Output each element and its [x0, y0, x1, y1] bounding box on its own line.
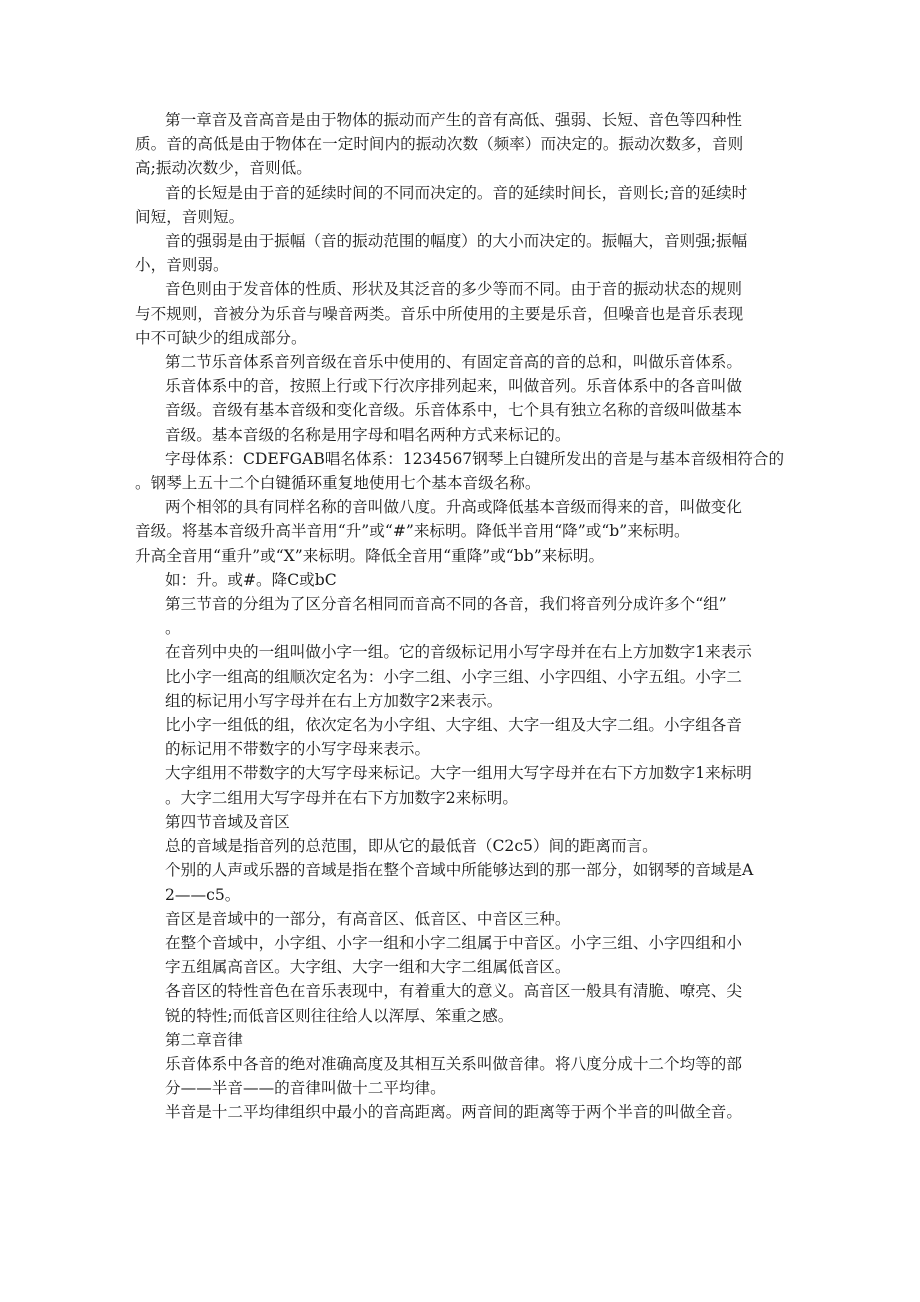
- text-line: 与不规则，音被分为乐音与噪音两类。音乐中所使用的主要是乐音，但噪音也是音乐表现: [135, 304, 744, 323]
- text-line: 在整个音域中，小字组、小字一组和小字二组属于中音区。小字三组、小字四组和小: [165, 933, 742, 952]
- text-line: 第一章音及音高音是由于物体的振动而产生的音有高低、强弱、长短、音色等四种性: [165, 111, 742, 129]
- text-line: 音级。将基本音级升高半音用“升”或“#”来标明。降低半音用“降”或“b”来标明。: [135, 522, 690, 541]
- document-body: [135, 108, 785, 1125]
- text-line: 锐的特性;而低音区则往往给人以浑厚、笨重之感。: [165, 1006, 514, 1025]
- text-line: 乐音体系中的音，按照上行或下行次序排列起来，叫做音列。乐音体系中的各音叫做: [165, 377, 742, 396]
- text-line: 高;振动次数少，音则低。: [135, 159, 312, 178]
- text-line: 音的强弱是由于振幅（音的振动范围的幅度）的大小而决定的。振幅大，音则强;振幅: [165, 232, 748, 251]
- text-line: 中不可缺少的组成部分。: [135, 328, 307, 347]
- text-line: 。大字二组用大写字母并在右下方加数字2来标明。: [165, 788, 518, 807]
- text-line: 质。音的高低是由于物体在一定时间内的振动次数（频率）而决定的。振动次数多，音则: [135, 135, 744, 154]
- text-line: 各音区的特性音色在音乐表现中，有着重大的意义。高音区一般具有清脆、嘹亮、尖: [165, 982, 742, 1001]
- text-line: 音的长短是由于音的延续时间的不同而决定的。音的延续时间长，音则长;音的延续时: [165, 183, 748, 202]
- text-line: 间短，音则短。: [135, 207, 245, 226]
- text-line: 2——c5。: [165, 885, 241, 904]
- text-line: 半音是十二平均律组织中最小的音高距离。两音间的距离等于两个半音的叫做全音。: [165, 1103, 742, 1122]
- text-line: 字母体系：CDEFGAB唱名体系：1234567钢琴上白键所发出的音是与基本音级相符合的: [165, 449, 785, 468]
- text-line: 音区是音域中的一部分，有高音区、低音区、中音区三种。: [165, 909, 571, 928]
- text-line: 在音列中央的一组叫做小字一组。它的音级标记用小写字母并在右上方加数字1来表示: [165, 643, 752, 662]
- text-line: 音色则由于发音体的性质、形状及其泛音的多少等而不同。由于音的振动状态的规则: [165, 280, 742, 299]
- text-line: 两个相邻的具有同样名称的音叫做八度。升高或降低基本音级而得来的音，叫做变化: [165, 498, 742, 517]
- text-line: 个别的人声或乐器的音域是指在整个音域中所能够达到的那一部分，如钢琴的音域是A: [165, 861, 754, 880]
- text-line: 第二章音律: [165, 1030, 243, 1049]
- text-line: 比小字一组低的组，依次定名为小字组、大字组、大字一组及大字二组。小字组各音: [165, 716, 742, 735]
- text-line: 字五组属高音区。大字组、大字一组和大字二组属低音区。: [165, 958, 571, 977]
- text-line: 升高全音用“重升”或“X”来标明。降低全音用“重降”或“bb”来标明。: [135, 546, 605, 565]
- text-line: 第二节乐音体系音列音级在音乐中使用的、有固定音高的音的总和，叫做乐音体系。: [165, 353, 742, 372]
- text-line: 乐音体系中各音的绝对准确高度及其相互关系叫做音律。将八度分成十二个均等的部: [165, 1054, 742, 1073]
- text-line: 。钢琴上五十二个白键循环重复地使用七个基本音级名称。: [135, 474, 541, 493]
- text-line: 如：升。或#。降C或bC: [165, 570, 337, 589]
- text-line: 。: [165, 619, 181, 638]
- text-line: 比小字一组高的组顺次定名为：小字二组、小字三组、小字四组、小字五组。小字二: [165, 667, 742, 686]
- text-line: 的标记用不带数字的小写字母来表示。: [165, 740, 431, 759]
- text-line: 组的标记用小写字母并在右上方加数字2来表示。: [165, 691, 503, 710]
- text-line: 音级。基本音级的名称是用字母和唱名两种方式来标记的。: [165, 425, 571, 444]
- text-line: 第三节音的分组为了区分音名相同而音高不同的各音，我们将音列分成许多个“组”: [165, 595, 727, 614]
- text-line: 小，音则弱。: [135, 256, 229, 275]
- text-line: 第四节音域及音区: [165, 812, 290, 831]
- text-line: 总的音域是指音列的总范围，即从它的最低音（C2c5）间的距离而言。: [165, 837, 658, 856]
- text-line: 音级。音级有基本音级和变化音级。乐音体系中，七个具有独立名称的音级叫做基本: [165, 401, 742, 420]
- text-line: 分——半音——的音律叫做十二平均律。: [165, 1079, 446, 1098]
- text-line: 大字组用不带数字的大写字母来标记。大字一组用大写字母并在右下方加数字1来标明: [165, 764, 752, 783]
